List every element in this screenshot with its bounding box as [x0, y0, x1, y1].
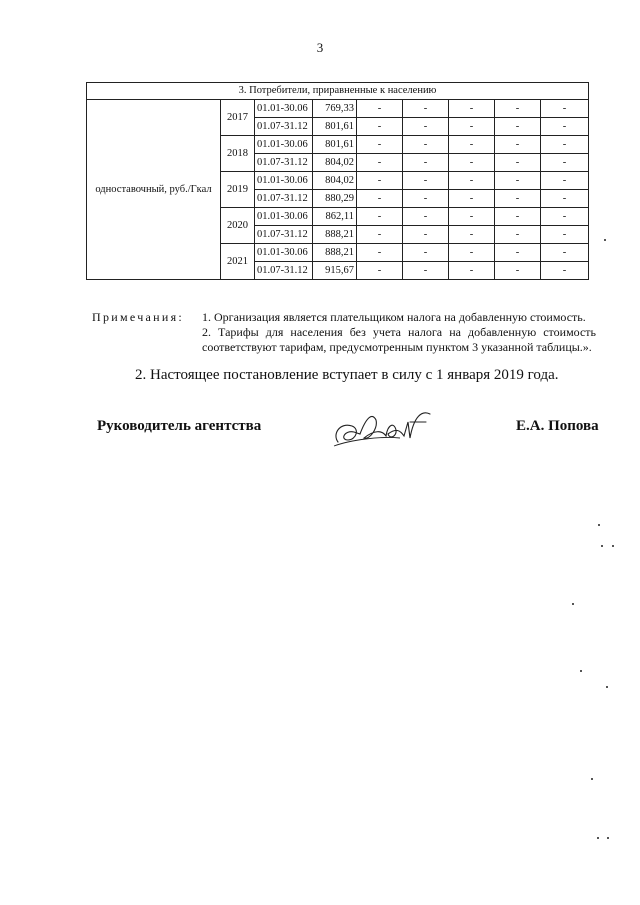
empty-value-cell: - — [403, 190, 449, 208]
period-cell: 01.01-30.06 — [255, 208, 313, 226]
empty-value-cell: - — [403, 136, 449, 154]
empty-value-cell: - — [495, 262, 541, 280]
handwritten-signature — [330, 400, 440, 460]
empty-value-cell: - — [541, 118, 589, 136]
empty-value-cell: - — [495, 226, 541, 244]
tariff-value-cell: 862,11 — [313, 208, 357, 226]
period-cell: 01.07-31.12 — [255, 262, 313, 280]
scan-speck — [612, 545, 614, 547]
period-cell: 01.01-30.06 — [255, 244, 313, 262]
tariff-value-cell: 769,33 — [313, 100, 357, 118]
tariff-value-cell: 915,67 — [313, 262, 357, 280]
scan-speck — [597, 837, 599, 839]
empty-value-cell: - — [403, 172, 449, 190]
empty-value-cell: - — [357, 190, 403, 208]
empty-value-cell: - — [449, 100, 495, 118]
empty-value-cell: - — [541, 154, 589, 172]
tariff-value-cell: 804,02 — [313, 154, 357, 172]
category-cell: одноставочный, руб./Гкал — [87, 100, 221, 280]
empty-value-cell: - — [541, 172, 589, 190]
empty-value-cell: - — [357, 118, 403, 136]
empty-value-cell: - — [541, 226, 589, 244]
scan-speck — [598, 524, 600, 526]
table-row — [87, 100, 589, 118]
period-cell: 01.01-30.06 — [255, 100, 313, 118]
empty-value-cell: - — [403, 208, 449, 226]
section-title: 3. Потребители, приравненные к населению — [87, 83, 589, 100]
empty-value-cell: - — [541, 208, 589, 226]
empty-value-cell: - — [357, 262, 403, 280]
year-cell: 2021 — [221, 244, 255, 280]
empty-value-cell: - — [449, 226, 495, 244]
empty-value-cell: - — [541, 244, 589, 262]
note-item: 2. Тарифы для населения без учета налога на добавленную стоимость соответствуют тарифам, предусмотренным пунктом 3 указанной таблицы.». — [202, 325, 596, 354]
scan-speck — [572, 603, 574, 605]
empty-value-cell: - — [495, 136, 541, 154]
tariff-table — [86, 82, 589, 280]
notes-label: Примечания: — [92, 310, 185, 324]
signatory-name: Е.А. Попова — [516, 418, 599, 434]
empty-value-cell: - — [357, 172, 403, 190]
empty-value-cell: - — [403, 226, 449, 244]
empty-value-cell: - — [541, 262, 589, 280]
empty-value-cell: - — [541, 190, 589, 208]
empty-value-cell: - — [449, 154, 495, 172]
period-cell: 01.01-30.06 — [255, 172, 313, 190]
empty-value-cell: - — [541, 100, 589, 118]
period-cell: 01.07-31.12 — [255, 118, 313, 136]
year-cell: 2019 — [221, 172, 255, 208]
empty-value-cell: - — [357, 244, 403, 262]
empty-value-cell: - — [495, 100, 541, 118]
section-header-row — [87, 83, 589, 100]
empty-value-cell: - — [449, 136, 495, 154]
signatory-title: Руководитель агентства — [97, 418, 262, 434]
year-cell: 2020 — [221, 208, 255, 244]
empty-value-cell: - — [449, 208, 495, 226]
scan-speck — [604, 239, 606, 241]
scan-speck — [606, 686, 608, 688]
empty-value-cell: - — [449, 190, 495, 208]
decree-text: 2. Настоящее постановление вступает в силу с 1 января 2019 года. — [135, 367, 559, 383]
scan-speck — [607, 837, 609, 839]
tariff-value-cell: 801,61 — [313, 118, 357, 136]
tariff-value-cell: 880,29 — [313, 190, 357, 208]
empty-value-cell: - — [495, 244, 541, 262]
empty-value-cell: - — [449, 244, 495, 262]
empty-value-cell: - — [357, 136, 403, 154]
period-cell: 01.07-31.12 — [255, 226, 313, 244]
empty-value-cell: - — [357, 154, 403, 172]
empty-value-cell: - — [403, 262, 449, 280]
period-cell: 01.07-31.12 — [255, 190, 313, 208]
empty-value-cell: - — [541, 136, 589, 154]
empty-value-cell: - — [495, 172, 541, 190]
year-cell: 2018 — [221, 136, 255, 172]
period-cell: 01.07-31.12 — [255, 154, 313, 172]
note-item: 1. Организация является плательщиком налога на добавленную стоимость. — [202, 310, 586, 324]
empty-value-cell: - — [403, 100, 449, 118]
empty-value-cell: - — [449, 172, 495, 190]
period-cell: 01.01-30.06 — [255, 136, 313, 154]
empty-value-cell: - — [495, 154, 541, 172]
empty-value-cell: - — [403, 118, 449, 136]
empty-value-cell: - — [495, 190, 541, 208]
empty-value-cell: - — [449, 262, 495, 280]
empty-value-cell: - — [449, 118, 495, 136]
tariff-value-cell: 888,21 — [313, 226, 357, 244]
year-cell: 2017 — [221, 100, 255, 136]
notes-text — [202, 310, 596, 355]
tariff-value-cell: 888,21 — [313, 244, 357, 262]
scan-speck — [591, 778, 593, 780]
empty-value-cell: - — [495, 118, 541, 136]
scan-speck — [601, 545, 603, 547]
empty-value-cell: - — [403, 154, 449, 172]
page-number: 3 — [316, 40, 324, 55]
scan-speck — [580, 670, 582, 672]
empty-value-cell: - — [357, 226, 403, 244]
empty-value-cell: - — [495, 208, 541, 226]
tariff-value-cell: 801,61 — [313, 136, 357, 154]
tariff-value-cell: 804,02 — [313, 172, 357, 190]
empty-value-cell: - — [357, 208, 403, 226]
empty-value-cell: - — [357, 100, 403, 118]
empty-value-cell: - — [403, 244, 449, 262]
